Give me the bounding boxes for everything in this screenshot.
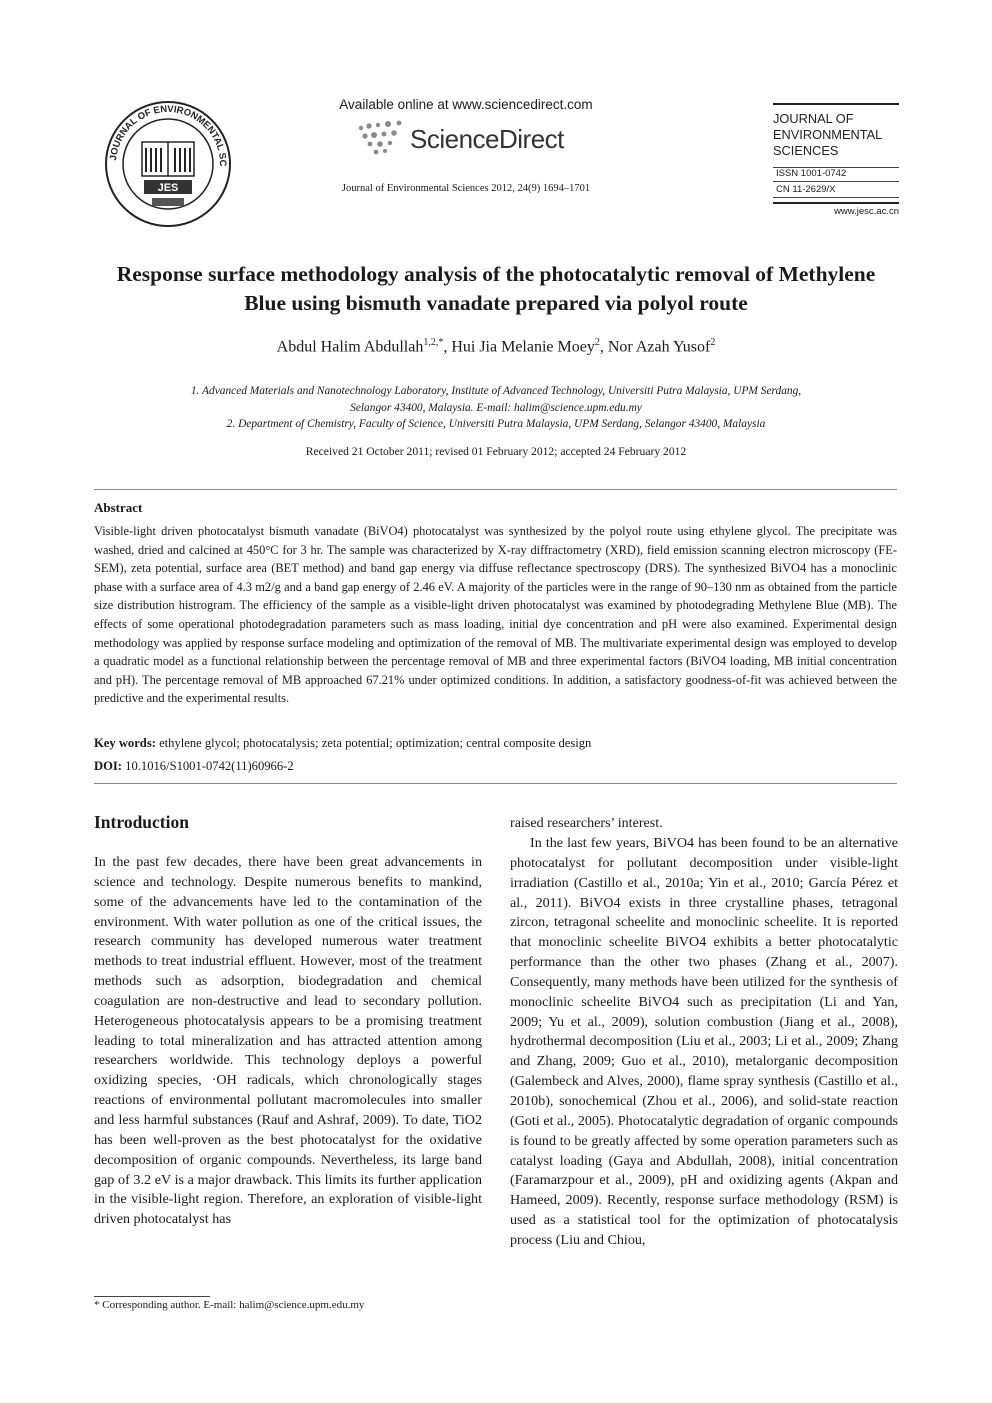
author-affiliation-mark: 2 (710, 337, 716, 348)
footnote-divider (94, 1296, 210, 1297)
abstract-heading: Abstract (94, 500, 143, 515)
author-list: Abdul Halim Abdullah$^{1,2,*}$, Hui Jia Melanie Moey$^2$, Nor Azah Yusof$^2$ (276, 337, 716, 356)
journal-info-box (773, 103, 899, 217)
keywords-value: ethylene glycol; photocatalysis; zeta potential; optimization; central composite design (159, 736, 592, 750)
sciencedirect-wordmark: ScienceDirect (410, 124, 564, 154)
keywords-label: Key words (94, 736, 152, 750)
author-name: Hui Jia Melanie Moey (451, 338, 595, 356)
author-name: Abdul Halim Abdullah (276, 338, 424, 356)
doi-value[interactable]: 10.1016/S1001-0742(11)60966-2 (125, 759, 294, 773)
affiliations (96, 383, 896, 433)
svg-text:JES: JES (157, 182, 179, 194)
divider (773, 103, 899, 105)
author-affiliation-mark: 1,2,* (423, 337, 444, 348)
keywords: Key words: ethylene glycol; photocatalysis; zeta potential; optimization; central composite design (94, 736, 592, 750)
journal-website-link[interactable]: www.jesc.ac.cn (834, 206, 899, 217)
abstract-text: Visible-light driven photocatalyst bismuth vanadate (BiVO4) photocatalyst was synthesized by the polyol route using ethylene glycol. The precipitate was washed, dried and calcined at 450°C for 3 hr. The sample was characterized by X-ray diffractometry (XRD), field emission scanning electron microscopy (FE-SEM), zeta potential, surface area (BET method) and band gap energy via diffuse reflectance spectroscopy (DRS). The synthesized BiVO4 has a monoclinic phase with a surface area of 4.3 m2/g and a band gap energy of 2.46 eV. A majority of the particles were in the range of 90–130 nm as obtained from the particle size distribution histrogram. The efficiency of the sample as a visible-light driven photocatalyst was examined by photodegrading Methylene Blue (MB). The effects of some operational photodegradation parameters such as mass loading, initial dye concentration and pH were also examined. Experimental design methodology was applied by response surface modeling and optimization of the removal of MB. The multivariate experimental design was employed to develop a quadratic model as a functional relationship between the percentage removal of MB and three experimental factors (BiVO4 loading, MB initial concentration and pH). The percentage removal of MB approached 67.21% under optimized conditions. In addition, a satisfactory goodness-of-fit was achieved between the predictive and the experimental results. (94, 524, 897, 706)
affiliation-1: 1. Advanced Materials and Nanotechnology Laboratory, Institute of Advanced Technology, Universiti Putra Malaysia, UPM Serdang, (190, 385, 802, 397)
corresponding-author-footnote: * Corresponding author. E-mail: halim@science.upm.edu.my (94, 1299, 365, 1311)
available-online-text: Available online at www.sciencedirect.com (339, 97, 593, 112)
doi-label: DOI (94, 759, 118, 773)
cn-number: CN 11-2629/X (773, 182, 899, 198)
divider (94, 489, 897, 490)
svg-text:JOURNAL OF ENVIRONMENTAL SCIEN: JOURNAL OF ENVIRONMENTAL SC (108, 103, 229, 167)
received-dates: Received 21 October 2011; revised 01 February 2012; accepted 24 February 2012 (305, 445, 687, 458)
doi: DOI: 10.1016/S1001-0742(11)60966-2 (94, 759, 294, 773)
issn-number: ISSN 1001-0742 (773, 167, 899, 182)
author-name: Nor Azah Yusof (607, 338, 711, 356)
journal-name: JOURNAL OF ENVIRONMENTAL SCIENCES (773, 111, 882, 158)
divider (94, 783, 897, 784)
journal-citation: Journal of Environmental Sciences 2012, 24(9) 1694–1701 (341, 183, 591, 194)
affiliation-2: 2. Department of Chemistry, Faculty of Science, Universiti Putra Malaysia, UPM Serdang, Selangor 43400, Malaysia (226, 418, 766, 430)
affiliation-1-cont: Selangor 43400, Malaysia. E-mail: halim@science.upm.edu.my (350, 401, 642, 414)
intro-paragraph-continuation: raised researchers’ interest. (510, 815, 663, 831)
sciencedirect-logo-icon (355, 118, 407, 158)
divider (773, 202, 899, 204)
journal-seal-logo (104, 100, 232, 228)
intro-paragraph-right: In the last few years, BiVO4 has been found to be an alternative photocatalyst for pollutant decomposition under visible-light irradiation (Castillo et al., 2010a; Yin et al., 2010; García Pérez et al., 2011). BiVO4 exists in three crystalline phases, tetragonal zircon, tetragonal scheelite and monoclinic scheelite. It is reported that monoclinic scheelite BiVO4 exhibits a better photocatalytic performance than the other two phases (Zhang et al., 2007). Consequently, many methods have been utilized for the synthesis of monoclinic scheelite BiVO4 such as precipitation (Li and Yan, 2009; Yu et al., 2009), solution combustion (Jiang et al., 2008), hydrothermal decomposition (Liu et al., 2003; Li et al., 2009; Zhang and Zhang, 2009; Guo et al., 2010), metalorganic decomposition (Galembeck and Alves, 2000), flame spray synthesis (Castillo et al., 2010b), sonochemical (Zhou et al., 2006), and solid-state reaction (Goti et al., 2005). Photocatalytic degradation of organic compounds is found to be greatly affected by some operation parameters such as catalyst loading (Gaya and Abdullah, 2008), initial concentration (Faramarzpour et al., 2009), pH and oxidizing agents (Akpan and Hameed, 2009). Recently, response surface methodology (RSM) is used as a statistical tool for the optimization of photocatalysis process (Liu and Chiou, (510, 835, 898, 1248)
section-heading-introduction: Introduction (94, 812, 189, 832)
paper-title: Response surface methodology analysis of the photocatalytic removal of Methylene Blue using bismuth vanadate prepared via polyol route (116, 262, 876, 315)
author-affiliation-mark: 2 (594, 337, 600, 348)
intro-paragraph-left: In the past few decades, there have been great advancements in science and technology. Despite numerous benefits to mankind, some of the advancements have led to the contamination of the environment. With water pollution as one of the critical issues, the research community has developed numerous water treatment methods to treat industrial effluent. However, most of the treatment methods such as adsorption, biodegradation and chemical coagulation are non-destructive and lead to secondary pollution. Heterogeneous photocatalysis appears to be a promising treatment leading to total mineralization and has attracted attention among researchers worldwide. This technology deploys a powerful oxidizing species, ·OH radicals, which chronologically stages reactions of environmental pollutant macromolecules into smaller and less harmful substances (Rauf and Ashraf, 2009). To date, TiO2 has been well-proven as the best photocatalyst for the oxidative decomposition of organic compounds. Nevertheless, its large band gap of 3.2 eV is a major drawback. This limits its further application in the visible-light region. Therefore, an exploration of visible-light driven photocatalyst has (94, 854, 482, 1228)
